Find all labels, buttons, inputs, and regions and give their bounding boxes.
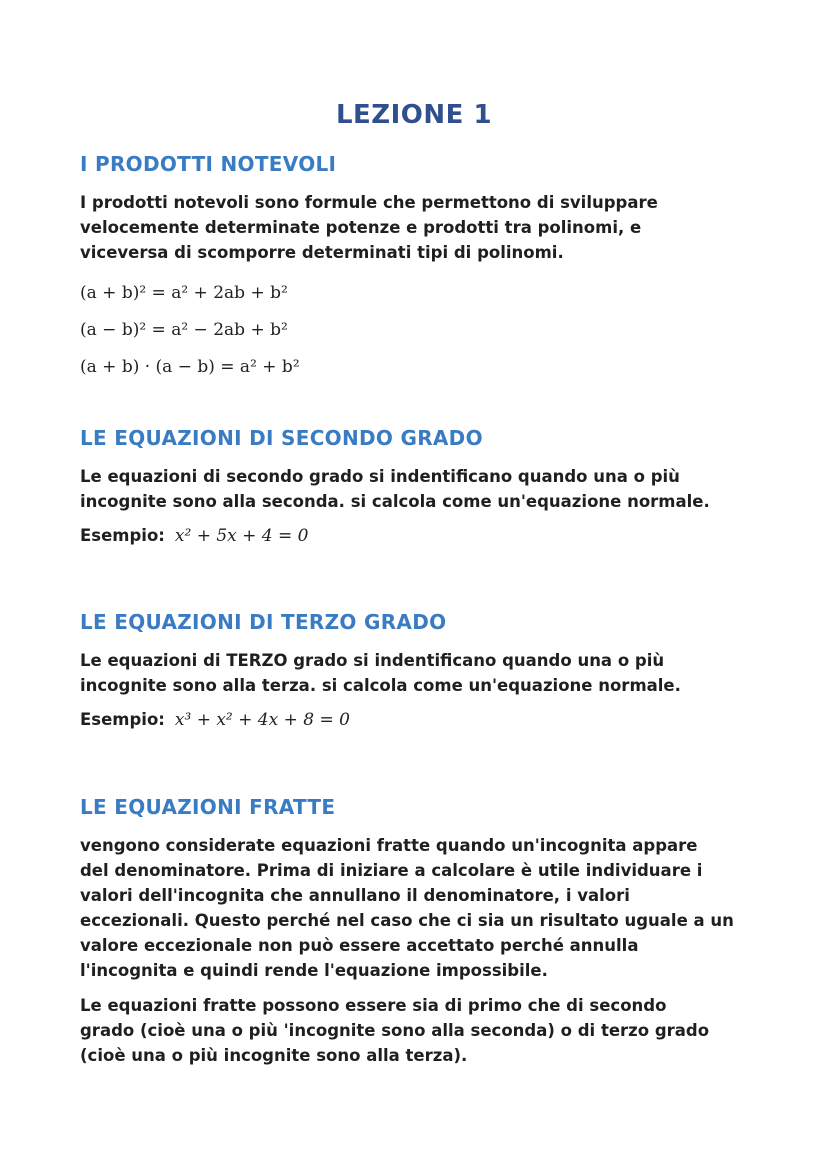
section-heading: LE EQUAZIONI DI SECONDO GRADO xyxy=(80,426,483,450)
section-heading: LE EQUAZIONI FRATTE xyxy=(80,795,336,819)
body-line: Le equazioni di secondo grado si indentificano quando una o più xyxy=(80,467,680,486)
section-heading: I PRODOTTI NOTEVOLI xyxy=(80,152,337,176)
body-line: Le equazioni di TERZO grado si indentificano quando una o più xyxy=(80,651,665,670)
example-formula: x³ + x² + 4x + 8 = 0 xyxy=(174,710,350,730)
body-line: del denominatore. Prima di iniziare a calcolare è utile individuare i xyxy=(80,861,703,880)
example xyxy=(80,526,760,546)
body-line: l'incognita e quindi rende l'equazione impossibile. xyxy=(80,961,548,980)
body-line: eccezionali. Questo perché nel caso che ci sia un risultato uguale a un xyxy=(80,911,734,930)
example-formula: x² + 5x + 4 = 0 xyxy=(174,526,309,546)
formula: (a − b)² = a² − 2ab + b² xyxy=(80,320,288,340)
body-line: viceversa di scomporre determinati tipi di polinomi. xyxy=(80,243,564,262)
body-line: grado (cioè una o più 'incognite sono alla seconda) o di terzo grado xyxy=(80,1021,710,1040)
formula: (a + b)² = a² + 2ab + b² xyxy=(80,283,288,303)
body-line: velocemente determinate potenze e prodotti tra polinomi, e xyxy=(80,218,642,237)
formula-list xyxy=(80,281,760,379)
example xyxy=(80,710,760,730)
formula: (a + b) · (a − b) = a² + b² xyxy=(80,357,300,377)
example-label: Esempio: xyxy=(80,526,165,545)
section-terzo-grado xyxy=(80,610,760,730)
body-line: incognite sono alla seconda. si calcola come un'equazione normale. xyxy=(80,492,710,511)
section-heading: LE EQUAZIONI DI TERZO GRADO xyxy=(80,610,447,634)
body-line: Le equazioni fratte possono essere sia di primo che di secondo xyxy=(80,996,667,1015)
body-line: valori dell'incognita che annullano il denominatore, i valori xyxy=(80,886,630,905)
body-line: vengono considerate equazioni fratte quando un'incognita appare xyxy=(80,836,698,855)
body-line: valore eccezionale non può essere accettato perché annulla xyxy=(80,936,639,955)
body-line: incognite sono alla terza. si calcola come un'equazione normale. xyxy=(80,676,681,695)
example-label: Esempio: xyxy=(80,710,165,729)
body-line: I prodotti notevoli sono formule che permettono di sviluppare xyxy=(80,193,658,212)
section-prodotti-notevoli xyxy=(80,152,760,392)
section-equazioni-fratte xyxy=(80,795,770,1068)
body-line: (cioè una o più incognite sono alla terza). xyxy=(80,1046,468,1065)
paragraph xyxy=(80,993,770,1068)
section-secondo-grado xyxy=(80,426,760,546)
page-title: LEZIONE 1 xyxy=(335,100,493,130)
